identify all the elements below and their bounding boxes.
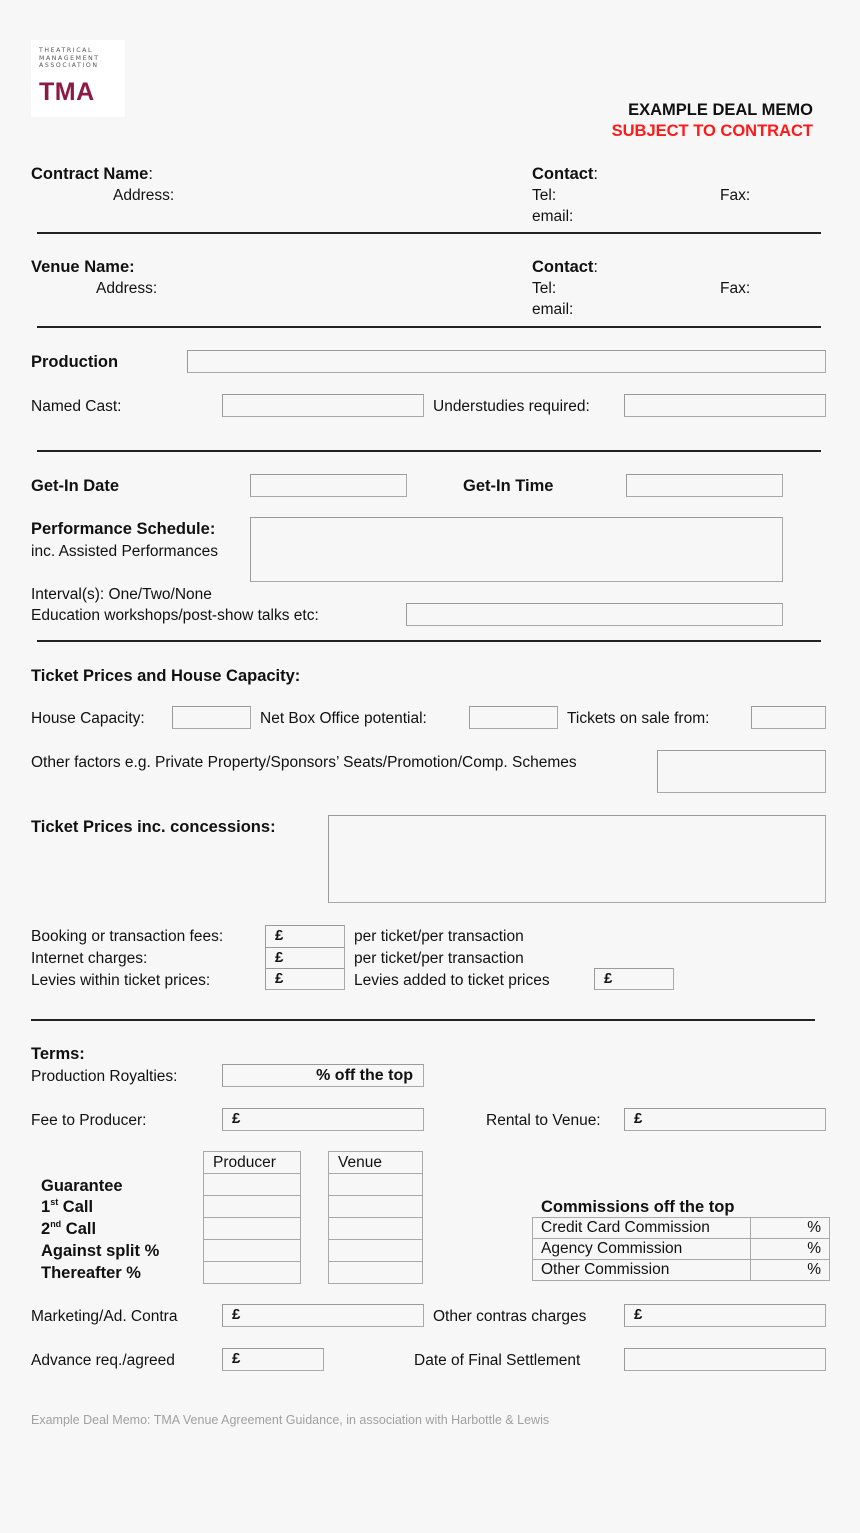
colon: : <box>148 165 153 183</box>
terms-title: Terms: <box>31 1045 85 1063</box>
logo-line: ASSOCIATION <box>39 62 99 70</box>
performance-schedule-field[interactable] <box>250 517 783 582</box>
ordinal-suffix: nd <box>50 1219 62 1229</box>
commissions-title: Commissions off the top <box>541 1198 735 1216</box>
ticket-section-title: Ticket Prices and House Capacity: <box>31 667 301 685</box>
fee-producer-label: Fee to Producer: <box>31 1112 147 1129</box>
contract-email-label: email: <box>532 208 574 225</box>
contract-address-label: Address: <box>113 187 175 204</box>
tma-logo <box>31 40 125 117</box>
logo-line: THEATRICAL <box>39 47 93 54</box>
logo-line: MANAGEMENT <box>39 54 100 62</box>
intervals-label: Interval(s): One/Two/None <box>31 586 212 603</box>
other-contras-label: Other contras charges <box>433 1308 587 1325</box>
levies-added-label: Levies added to ticket prices <box>354 972 550 989</box>
call-text: Call <box>62 1198 94 1216</box>
split-row-guarantee: Guarantee <box>41 1177 123 1195</box>
venue-fax-label: Fax: <box>720 280 751 297</box>
contact-text: Contact <box>532 258 594 276</box>
venue-tel-label: Tel: <box>532 280 557 297</box>
contact-text: Contact <box>532 165 594 183</box>
venue-guarantee-cell[interactable] <box>329 1174 423 1196</box>
venue-1st-call-cell[interactable] <box>329 1196 423 1218</box>
producer-guarantee-cell[interactable] <box>204 1174 301 1196</box>
venue-address-label: Address: <box>96 280 158 297</box>
final-settlement-field[interactable] <box>624 1348 826 1371</box>
net-box-office-field[interactable] <box>469 706 558 729</box>
commission-percent-cell[interactable]: % <box>751 1239 830 1260</box>
other-factors-field[interactable] <box>657 750 826 793</box>
commission-percent-cell[interactable]: % <box>751 1260 830 1281</box>
levies-within-label: Levies within ticket prices: <box>31 972 211 989</box>
levies-within-field[interactable]: £ <box>265 968 345 990</box>
producer-thereafter-cell[interactable] <box>204 1262 301 1284</box>
divider <box>37 232 821 234</box>
ticket-prices-field[interactable] <box>328 815 826 903</box>
commissions-table <box>532 1217 830 1281</box>
education-label: Education workshops/post-show talks etc: <box>31 607 319 624</box>
commission-label: Credit Card Commission <box>533 1218 751 1239</box>
internet-charges-label: Internet charges: <box>31 950 148 967</box>
royalties-field[interactable]: % off the top <box>222 1064 424 1087</box>
understudies-field[interactable] <box>624 394 826 417</box>
production-label: Production <box>31 353 119 371</box>
other-factors-label: Other factors e.g. Private Property/Sponsors’ Seats/Promotion/Comp. Schemes <box>31 754 577 771</box>
get-in-date-field[interactable] <box>250 474 407 497</box>
contract-name-label <box>31 165 153 184</box>
divider <box>31 1019 815 1021</box>
rental-venue-label: Rental to Venue: <box>486 1112 601 1129</box>
ordinal-number: 2 <box>41 1220 51 1238</box>
footer-note: Example Deal Memo: TMA Venue Agreement Guidance, in association with Harbottle & Lewis <box>31 1413 550 1427</box>
venue-2nd-call-cell[interactable] <box>329 1218 423 1240</box>
internet-charges-field[interactable]: £ <box>265 947 345 969</box>
venue-name-label: Venue Name: <box>31 258 135 276</box>
colon: : <box>593 258 599 276</box>
document-title: EXAMPLE DEAL MEMO <box>628 101 813 119</box>
levies-added-field[interactable]: £ <box>594 968 674 990</box>
venue-contact-label <box>532 258 598 277</box>
advance-field[interactable]: £ <box>222 1348 324 1371</box>
understudies-label: Understudies required: <box>433 398 590 415</box>
house-capacity-field[interactable] <box>172 706 251 729</box>
producer-1st-call-cell[interactable] <box>204 1196 301 1218</box>
advance-label: Advance req./agreed <box>31 1352 175 1369</box>
commission-percent-cell[interactable]: % <box>751 1218 830 1239</box>
final-settlement-label: Date of Final Settlement <box>414 1352 581 1369</box>
subject-to-contract-notice: SUBJECT TO CONTRACT <box>611 122 813 140</box>
venue-split-table <box>328 1151 423 1284</box>
per-ticket-label: per ticket/per transaction <box>354 950 524 967</box>
named-cast-field[interactable] <box>222 394 424 417</box>
commission-row <box>533 1239 830 1260</box>
split-row-thereafter: Thereafter % <box>41 1264 141 1282</box>
divider <box>37 640 821 642</box>
divider <box>37 450 821 452</box>
ticket-prices-label: Ticket Prices inc. concessions: <box>31 818 276 836</box>
commission-row <box>533 1260 830 1281</box>
fee-producer-field[interactable]: £ <box>222 1108 424 1131</box>
performance-schedule-sublabel: inc. Assisted Performances <box>31 543 218 560</box>
producer-column-header: Producer <box>204 1152 301 1174</box>
tickets-on-sale-label: Tickets on sale from: <box>567 710 710 727</box>
logo-acronym: TMA <box>39 78 95 106</box>
call-text: Call <box>65 1220 97 1238</box>
marketing-contra-label: Marketing/Ad. Contra <box>31 1308 178 1325</box>
ordinal-suffix: st <box>50 1197 59 1207</box>
venue-thereafter-cell[interactable] <box>329 1262 423 1284</box>
tickets-on-sale-field[interactable] <box>751 706 826 729</box>
marketing-contra-field[interactable]: £ <box>222 1304 424 1327</box>
per-ticket-label: per ticket/per transaction <box>354 928 524 945</box>
commission-row <box>533 1218 830 1239</box>
booking-fees-label: Booking or transaction fees: <box>31 928 224 945</box>
net-box-office-label: Net Box Office potential: <box>260 710 427 727</box>
split-row-against-split: Against split % <box>41 1242 160 1260</box>
rental-venue-field[interactable]: £ <box>624 1108 826 1131</box>
royalties-label: Production Royalties: <box>31 1068 178 1085</box>
producer-split-table <box>203 1151 301 1284</box>
split-row-1st-call <box>41 1198 93 1217</box>
get-in-time-label: Get-In Time <box>463 477 554 495</box>
contract-contact-label <box>532 165 598 184</box>
house-capacity-label: House Capacity: <box>31 710 145 727</box>
contract-tel-label: Tel: <box>532 187 557 204</box>
other-contras-field[interactable]: £ <box>624 1304 826 1327</box>
commission-label: Agency Commission <box>533 1239 751 1260</box>
get-in-date-label: Get-In Date <box>31 477 120 495</box>
logo-org-name <box>39 47 100 70</box>
booking-fees-field[interactable]: £ <box>265 925 345 948</box>
producer-against-split-cell[interactable] <box>204 1240 301 1262</box>
venue-column-header: Venue <box>329 1152 423 1174</box>
ordinal-number: 1 <box>41 1198 51 1216</box>
performance-schedule-label: Performance Schedule: <box>31 520 216 538</box>
venue-email-label: email: <box>532 301 574 318</box>
contract-fax-label: Fax: <box>720 187 751 204</box>
production-field[interactable] <box>187 350 826 373</box>
get-in-time-field[interactable] <box>626 474 783 497</box>
contract-name-text: Contract Name <box>31 165 149 183</box>
divider <box>37 326 821 328</box>
producer-2nd-call-cell[interactable] <box>204 1218 301 1240</box>
venue-against-split-cell[interactable] <box>329 1240 423 1262</box>
commission-label: Other Commission <box>533 1260 751 1281</box>
named-cast-label: Named Cast: <box>31 398 122 415</box>
colon: : <box>593 165 599 183</box>
education-field[interactable] <box>406 603 783 626</box>
split-row-2nd-call <box>41 1220 96 1239</box>
